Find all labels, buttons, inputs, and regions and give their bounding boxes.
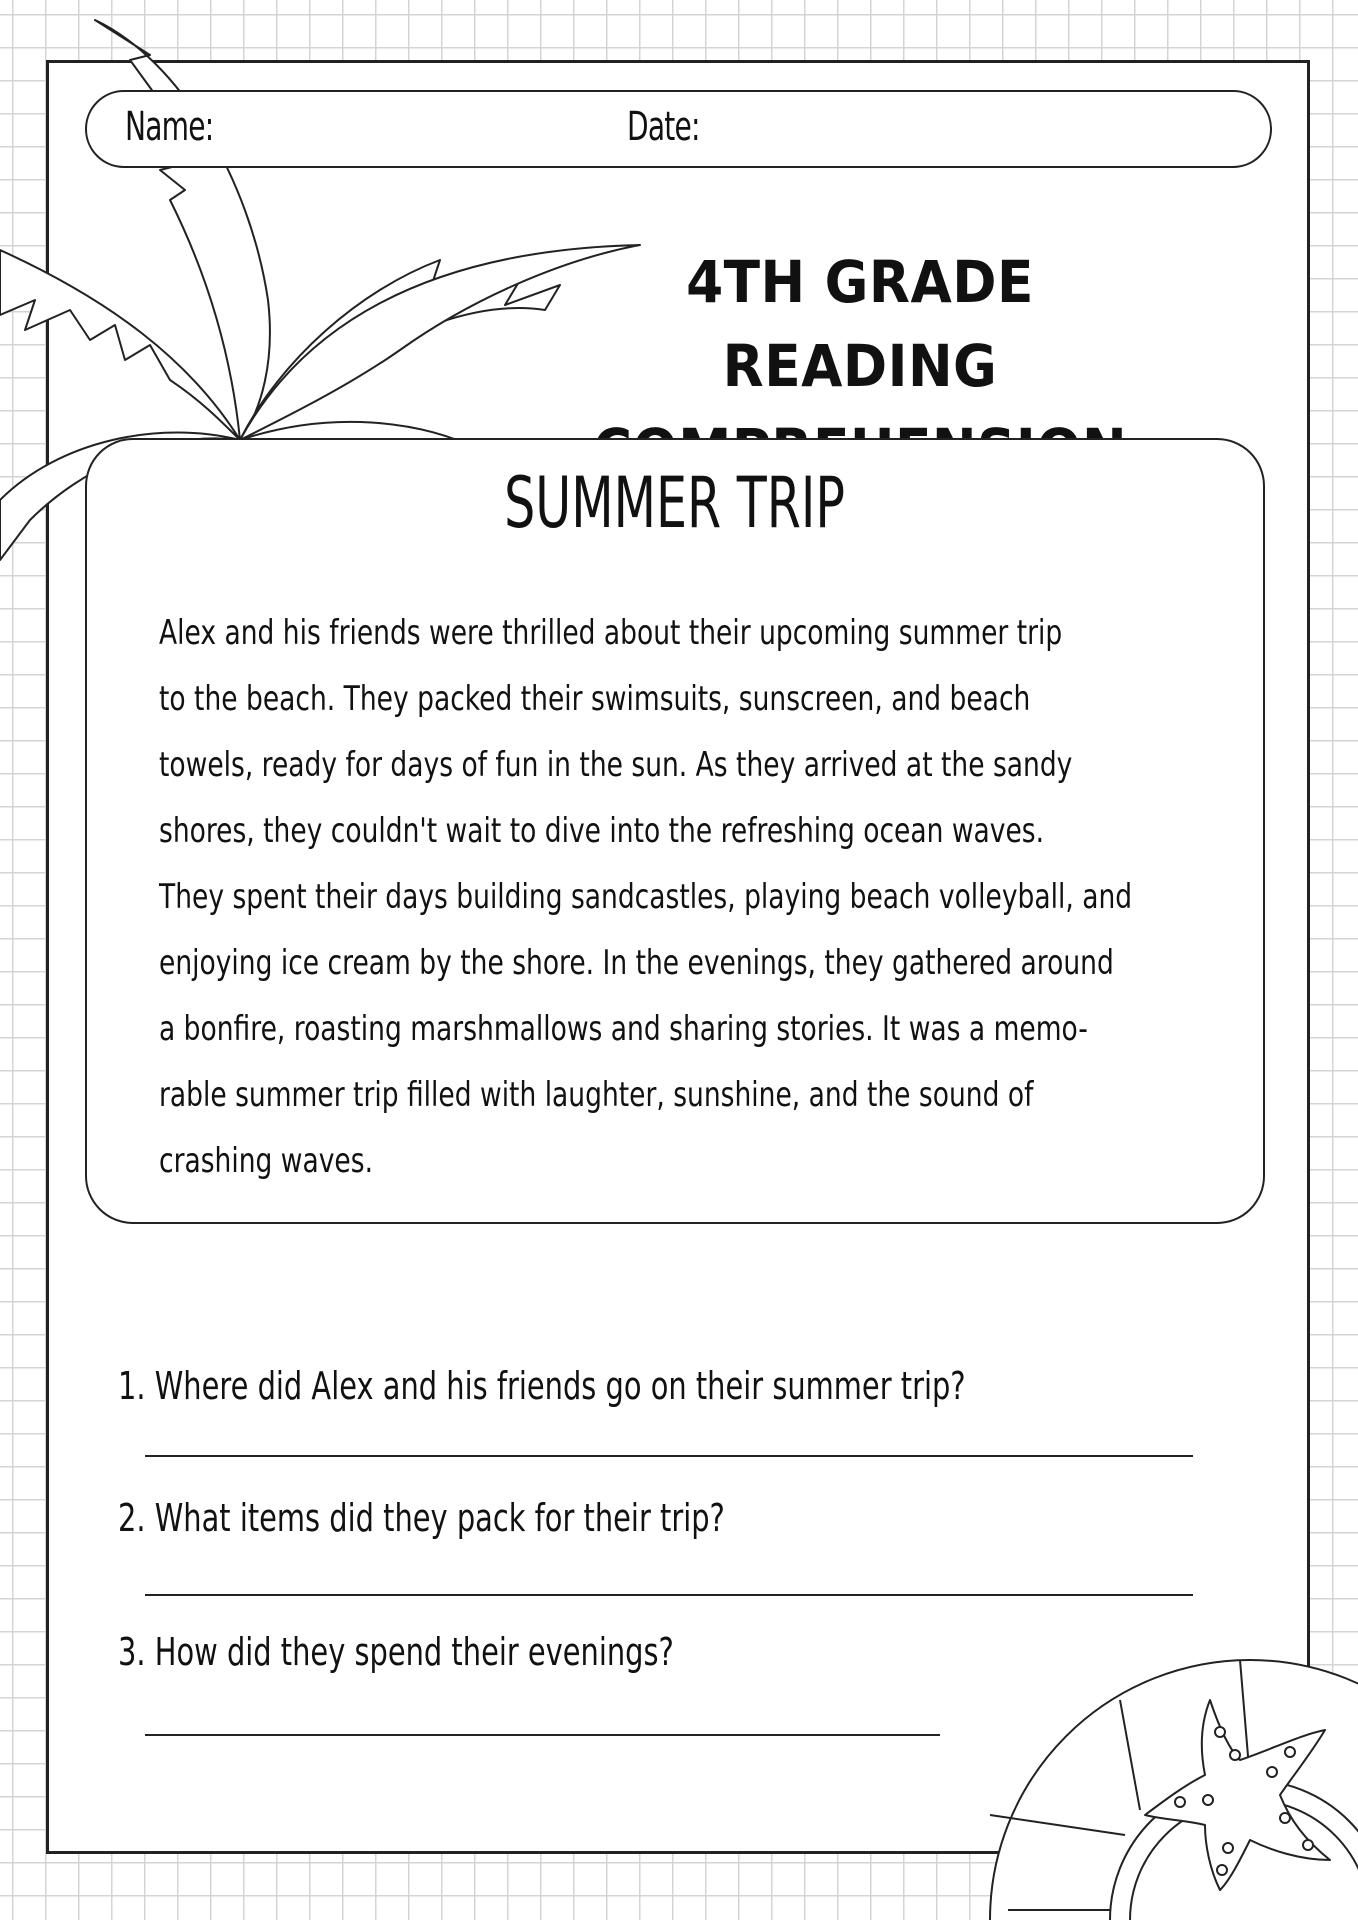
story-title-text: SUMMER TRIP [504,462,846,544]
story-line: They spent their days building sandcastles, playing beach volleyball, and [159,877,1133,917]
question-text: What items did they pack for their trip? [154,1496,725,1540]
question-3 [118,1630,674,1674]
question-number: 2. [118,1496,146,1540]
question-2 [118,1496,725,1540]
question-text: Where did Alex and his friends go on their summer trip? [154,1364,966,1408]
question-number: 3. [118,1630,146,1674]
story-line: towels, ready for days of fun in the sun. As they arrived at the sandy [159,745,1073,785]
story-line: shores, they couldn't wait to dive into the refreshing ocean waves. [159,811,1045,851]
story-line: enjoying ice cream by the shore. In the evenings, they gathered around [159,943,1114,983]
question-number: 1. [118,1364,146,1408]
story-line: Alex and his friends were thrilled about their upcoming summer trip [159,613,1063,653]
story-line: rable summer trip filled with laughter, sunshine, and the sound of [159,1075,1034,1115]
question-text: How did they spend their evenings? [154,1630,674,1674]
title-line-grade: 4TH GRADE [686,248,1034,316]
name-label: Name: [125,104,214,150]
story-line: a bonfire, roasting marshmallows and sharing stories. It was a memo- [159,1009,1088,1049]
title-line-subject: READING [722,332,998,400]
starfish-icon [1140,1690,1350,1890]
date-label: Date: [627,104,700,150]
story-line: crashing waves. [159,1141,374,1181]
passage-box [85,438,1265,1224]
name-date-bar [85,90,1272,168]
story-title [87,462,1263,544]
story-body [159,600,1199,1194]
answer-line-2[interactable] [145,1594,1193,1596]
question-1 [118,1364,966,1408]
story-line: to the beach. They packed their swimsuits, sunscreen, and beach [159,679,1031,719]
answer-line-1[interactable] [145,1455,1193,1457]
answer-line-3[interactable] [145,1734,940,1736]
